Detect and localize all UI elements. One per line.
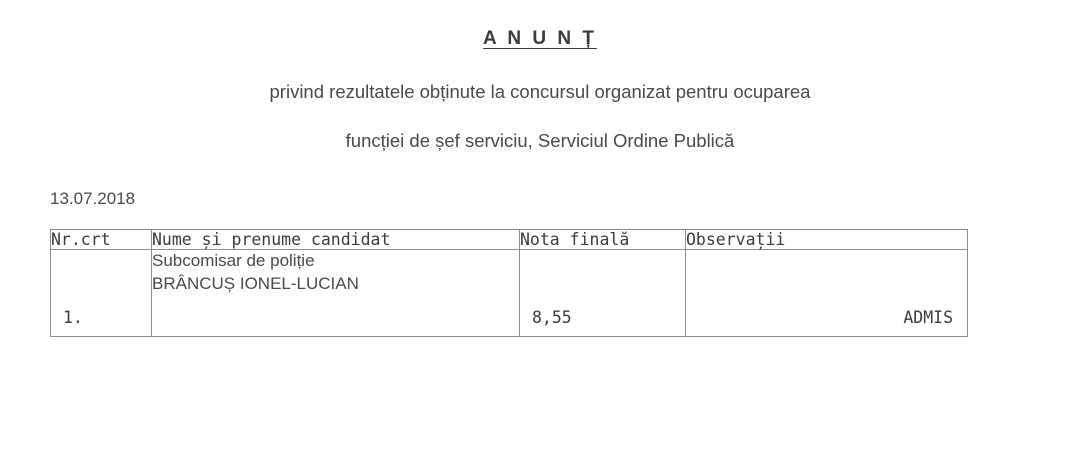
- final-grade-value: 8,55: [532, 308, 572, 327]
- document-date: 13.07.2018: [50, 189, 136, 208]
- column-header-final-grade: Nota finală: [520, 230, 686, 250]
- table-row: [51, 250, 968, 337]
- column-header-observations: Observații: [686, 230, 968, 250]
- candidate-rank: Subcomisar de poliție: [152, 251, 315, 270]
- cell-observations: [686, 250, 968, 337]
- document-subtitle-line-1: privind rezultatele obținute la concursul organizat pentru ocuparea: [269, 81, 811, 102]
- cell-candidate-name: [152, 250, 520, 337]
- results-table-container: [50, 229, 965, 337]
- column-header-candidate-name: Nume și prenume candidat: [152, 230, 520, 250]
- candidate-name: BRÂNCUȘ IONEL-LUCIAN: [152, 273, 359, 293]
- page-title: A N U N Ț: [483, 28, 597, 49]
- cell-nr-crt: [51, 250, 152, 337]
- document-subtitle-line-2: funcției de șef serviciu, Serviciul Ordine Publică: [345, 130, 735, 151]
- observation-value: ADMIS: [903, 308, 953, 327]
- table-header: [51, 230, 968, 250]
- cell-final-grade: [520, 250, 686, 337]
- table-body: [51, 250, 968, 337]
- results-table: [50, 229, 968, 337]
- row-number-value: 1.: [63, 308, 83, 327]
- column-header-nr-crt: Nr.crt: [51, 230, 152, 250]
- table-header-row: [51, 230, 968, 250]
- document-page: [0, 28, 1080, 471]
